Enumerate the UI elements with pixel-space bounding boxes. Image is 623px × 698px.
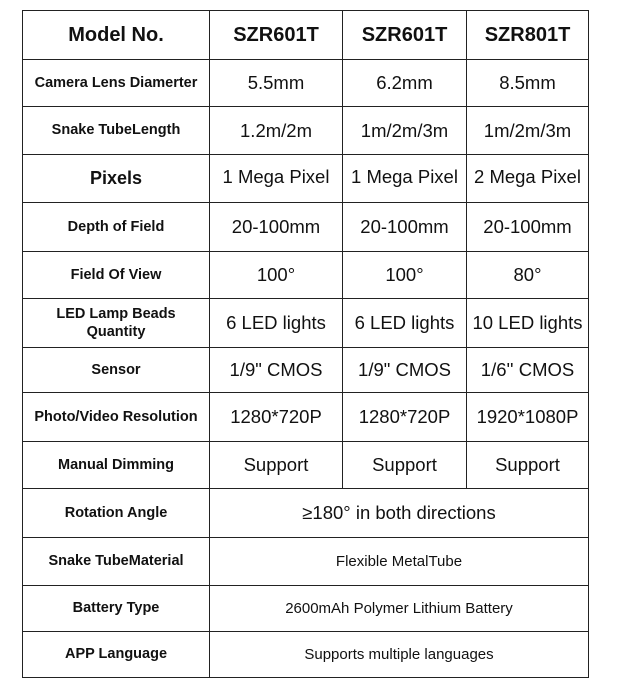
cell-value: Support	[467, 442, 589, 489]
cell-value: 1.2m/2m	[210, 107, 343, 155]
row-label-field-of-view: Field Of View	[23, 252, 210, 299]
cell-value: 10 LED lights	[467, 299, 589, 348]
model-no-label: Model No.	[23, 11, 210, 60]
table-row	[23, 252, 589, 299]
table-row	[23, 203, 589, 252]
cell-value: 1/9" CMOS	[210, 348, 343, 393]
table-row	[23, 442, 589, 489]
cell-value: 1920*1080P	[467, 393, 589, 442]
row-label-lens-diameter: Camera Lens Diamerter	[23, 60, 210, 107]
row-label-led-quantity: LED Lamp Beads Quantity	[23, 299, 210, 348]
row-label-tube-material: Snake TubeMaterial	[23, 538, 210, 586]
cell-value-span: Supports multiple languages	[210, 632, 589, 678]
model-name: SZR601T	[210, 11, 343, 60]
row-label-pixels: Pixels	[23, 155, 210, 203]
row-label-sensor: Sensor	[23, 348, 210, 393]
cell-value: Support	[210, 442, 343, 489]
row-label-resolution: Photo/Video Resolution	[23, 393, 210, 442]
table-row	[23, 155, 589, 203]
table-row	[23, 299, 589, 348]
cell-value-span: 2600mAh Polymer Lithium Battery	[210, 586, 589, 632]
cell-value: 20-100mm	[467, 203, 589, 252]
cell-value: 20-100mm	[210, 203, 343, 252]
cell-value: 1280*720P	[210, 393, 343, 442]
row-label-depth-of-field: Depth of Field	[23, 203, 210, 252]
cell-value: 8.5mm	[467, 60, 589, 107]
row-label-rotation-angle: Rotation Angle	[23, 489, 210, 538]
cell-value: Support	[343, 442, 467, 489]
cell-value: 1/6'' CMOS	[467, 348, 589, 393]
table-row	[23, 393, 589, 442]
table-row	[23, 348, 589, 393]
row-label-battery-type: Battery Type	[23, 586, 210, 632]
table-row	[23, 586, 589, 632]
cell-value: 6 LED lights	[210, 299, 343, 348]
model-name: SZR801T	[467, 11, 589, 60]
row-label-manual-dimming: Manual Dimming	[23, 442, 210, 489]
cell-value: 6 LED lights	[343, 299, 467, 348]
cell-value: 1 Mega Pixel	[343, 153, 467, 201]
table-row	[23, 60, 589, 107]
cell-value-span: ≥180° in both directions	[210, 489, 589, 538]
cell-value: 2 Mega Pixel	[467, 153, 589, 201]
cell-value: 20-100mm	[343, 203, 467, 252]
table-row	[23, 489, 589, 538]
cell-value: 1m/2m/3m	[343, 107, 467, 155]
table-row	[23, 632, 589, 678]
cell-value-span: Flexible MetalTube	[210, 538, 589, 586]
cell-value: 100°	[210, 252, 343, 299]
spec-table	[22, 10, 589, 678]
cell-value: 6.2mm	[343, 60, 467, 107]
cell-value: 1m/2m/3m	[467, 107, 589, 155]
cell-value: 5.5mm	[210, 60, 343, 107]
cell-value: 80°	[467, 252, 589, 299]
cell-value: 1 Mega Pixel	[210, 153, 343, 201]
table-row	[23, 107, 589, 155]
cell-value: 100°	[343, 252, 467, 299]
header-row	[23, 11, 589, 60]
cell-value: 1/9" CMOS	[343, 348, 467, 393]
row-label-app-language: APP Language	[23, 632, 210, 678]
model-name: SZR601T	[343, 11, 467, 60]
cell-value: 1280*720P	[343, 393, 467, 442]
row-label-tube-length: Snake TubeLength	[23, 107, 210, 155]
table-row	[23, 538, 589, 586]
